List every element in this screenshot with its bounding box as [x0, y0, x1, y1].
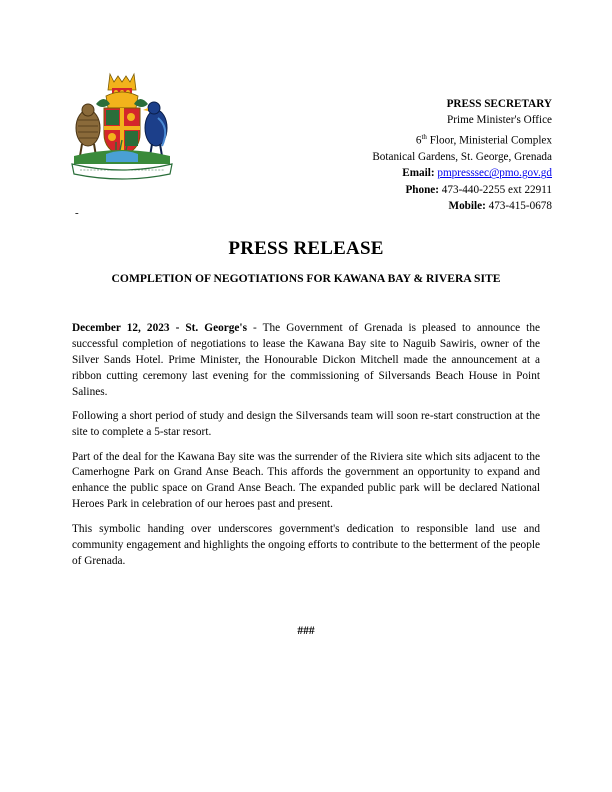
email-link[interactable]: pmpresssec@pmo.gov.gd	[437, 167, 552, 180]
end-of-release-mark: ###	[297, 625, 315, 637]
coat-of-arms-emblem	[66, 70, 178, 182]
office-name: Prime Minister's Office	[447, 114, 552, 127]
paragraph-1-text: - The Government of Grenada is pleased to announce the successful completion of negotiations to lease the Kawana Bay site to Naguib Sawiris, owner of the Silver Sands Hotel. Prime Minister, the Honourable Dickon Mitchell made the announcement at a ribbon cutting ceremony last evening for the commissioning of Silversands Beach House in Point Salines.	[72, 322, 540, 398]
body-paragraph-2: Following a short period of study and design the Silversands team will soon re-start construction at the site to complete a 5-star resort.	[72, 410, 540, 439]
press-release-title: PRESS RELEASE	[228, 238, 384, 259]
email-label: Email:	[402, 167, 435, 180]
floor-suffix: th	[421, 132, 427, 141]
floor-rest: Floor, Ministerial Complex	[426, 134, 552, 147]
email-line	[372, 165, 552, 181]
office-floor	[372, 129, 552, 149]
body-paragraph-3: Part of the deal for the Kawana Bay site was the surrender of the Riviera site which sits adjacent to the Camerhogne Park on Grand Anse Beach. This affords the government an opportunity to expand and enhance the public space on Grand Anse Beach. The expanded public park will be declared National Heroes Park in celebration of our heroes past and present.	[72, 450, 540, 511]
dateline: December 12, 2023 - St. George's	[72, 322, 247, 334]
phone-number: 473-440-2255 ext 22911	[441, 183, 552, 196]
stray-dash-mark: -	[75, 207, 79, 219]
press-release-subtitle: COMPLETION OF NEGOTIATIONS FOR KAWANA BAY & RIVERA SITE	[111, 272, 501, 285]
mobile-label: Mobile:	[448, 200, 486, 213]
phone-line	[372, 182, 552, 198]
contact-block	[372, 96, 552, 215]
body-paragraph-1	[72, 321, 540, 401]
body-paragraph-4: This symbolic handing over underscores government's dedication to responsible land use and community engagement and highlights the ongoing efforts to contribute to the betterment of the people of Grenada.	[72, 522, 540, 567]
mobile-number: 473-415-0678	[488, 200, 552, 213]
office-address: Botanical Gardens, St. George, Grenada	[372, 150, 552, 163]
press-release-body	[72, 321, 540, 578]
mobile-line	[372, 198, 552, 214]
press-secretary-heading: PRESS SECRETARY	[446, 98, 552, 110]
phone-label: Phone:	[405, 183, 439, 196]
floor-number: 6	[415, 134, 422, 147]
